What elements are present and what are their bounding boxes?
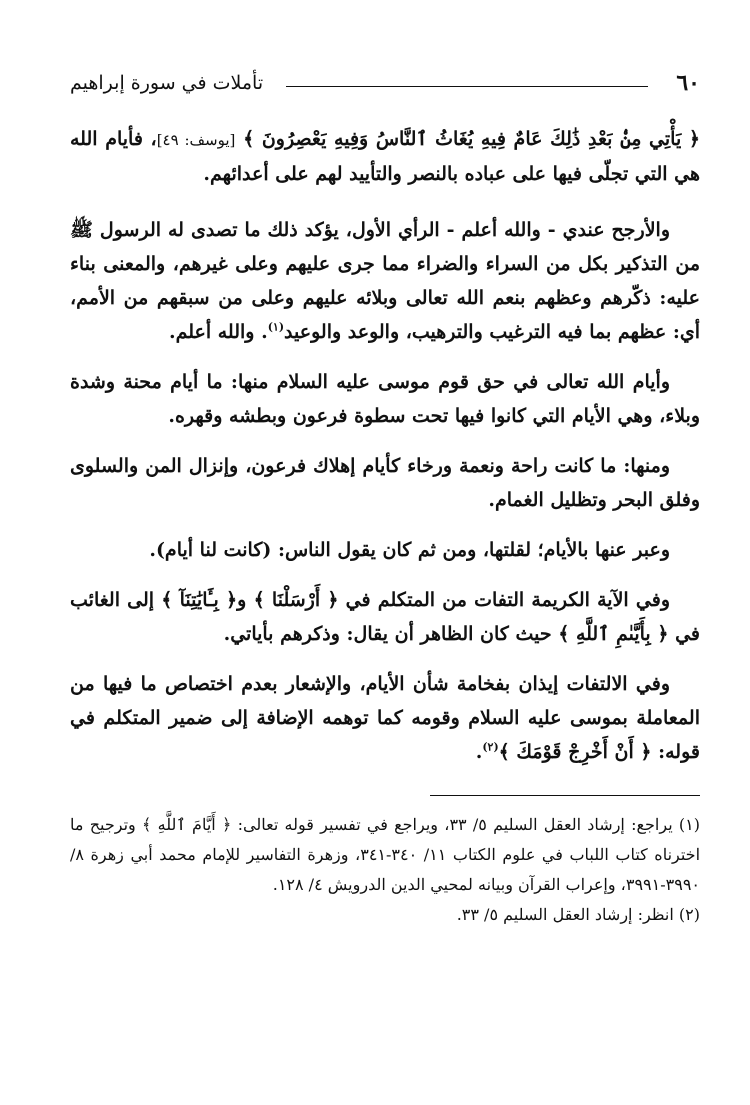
footnote-2: (٢) انظر: إرشاد العقل السليم ٥/ ٣٣. — [456, 905, 700, 924]
page-header — [70, 70, 700, 104]
page-number: ٦٠ — [676, 70, 700, 96]
paragraph-7-text: وفي الالتفات إيذان بفخامة شأن الأيام، والإشعار بعدم اختصاص ما فيها من المعاملة بموسى عليه السلام وقومه كما توهمه الإضافة إلى ضمير المتكلم في قوله: ﴿ أَنْ أَخْرِجْ قَوْمَكَ ﴾ — [70, 673, 700, 763]
footnote-rule — [430, 795, 700, 796]
paragraph-2 — [70, 213, 700, 349]
paragraph-4: ومنها: ما كانت راحة ونعمة ورخاء كأيام إهلاك فرعون، وإنزال المن والسلوى وفلق البحر وتظليل الغمام. — [70, 455, 700, 511]
footnote-marker-1: (١) — [267, 320, 285, 334]
book-page — [70, 70, 700, 1070]
paragraph-1 — [70, 122, 700, 191]
verse-reference: [يوسف: ٤٩] — [156, 131, 236, 149]
paragraph-7-end: . — [475, 741, 483, 763]
paragraph-2-text: والأرجح عندي - والله أعلم - الرأي الأول، يؤكد ذلك ما تصدى له الرسول ﷺ من التذكير بكل من السراء والضراء مما جرى عليهم وعلى غيرهم، والمعنى بناء عليه: ذكّرهم وعظهم بنعم الله تعالى وبلائه عليهم وعلى من سبقهم من الأمم، أي: عظهم بما فيه الترغيب والترهيب، والوعد والوعيد — [70, 219, 700, 343]
paragraph-6: وفي الآية الكريمة التفات من المتكلم في ﴿ أَرْسَلْنَا ﴾ و﴿ بِـَٔايَٰتِنَآ ﴾ إلى الغائب في ﴿ بِأَيَّىٰمِ ٱللَّهِ ﴾ حيث كان الظاهر أن يقال: وذكرهم بأياتي. — [70, 589, 700, 645]
paragraph-7 — [70, 667, 700, 769]
header-rule — [286, 86, 648, 87]
paragraph-3: وأيام الله تعالى في حق قوم موسى عليه السلام منها: ما أيام محنة وشدة وبلاء، وهي الأيام التي كانوا فيها تحت سطوة فرعون وبطشه وقهره. — [70, 371, 700, 427]
footnote-1: (١) يراجع: إرشاد العقل السليم ٥/ ٣٣، ويراجع في تفسير قوله تعالى: ﴿ أَيَّامَ ٱللَّهِ ﴾ وترجيح ما اخترناه كتاب اللباب في علوم الكتاب ١١/ ٣٤٠-٣٤١، وزهرة التفاسير للإمام محمد أبي زهرة ٨/ ٣٩٩٠-٣٩٩١، وإعراب القرآن وبيانه لمحيي الدين الدرويش ٤/ ١٢٨. — [70, 815, 701, 894]
paragraph-5: وعبر عنها بالأيام؛ لقلتها، ومن ثم كان يقول الناس: (كانت لنا أيام). — [149, 539, 670, 561]
footnote-marker-2: (٢) — [482, 740, 499, 754]
paragraph-2-end: . والله أعلم. — [168, 321, 268, 343]
quran-verse: ﴿ يَأْتِي مِنْۢ بَعْدِ ذَٰلِكَ عَامٌ فِيهِ يُغَاثُ ٱلنَّاسُ وَفِيهِ يَعْصِرُونَ ﴾ — [243, 128, 701, 150]
running-title: تأملات في سورة إبراهيم — [70, 72, 264, 94]
paragraph-1-text: ، فأيام الله هي التي تجلّى فيها على عباده بالنصر والتأييد لهم على أعدائهم. — [70, 128, 700, 185]
